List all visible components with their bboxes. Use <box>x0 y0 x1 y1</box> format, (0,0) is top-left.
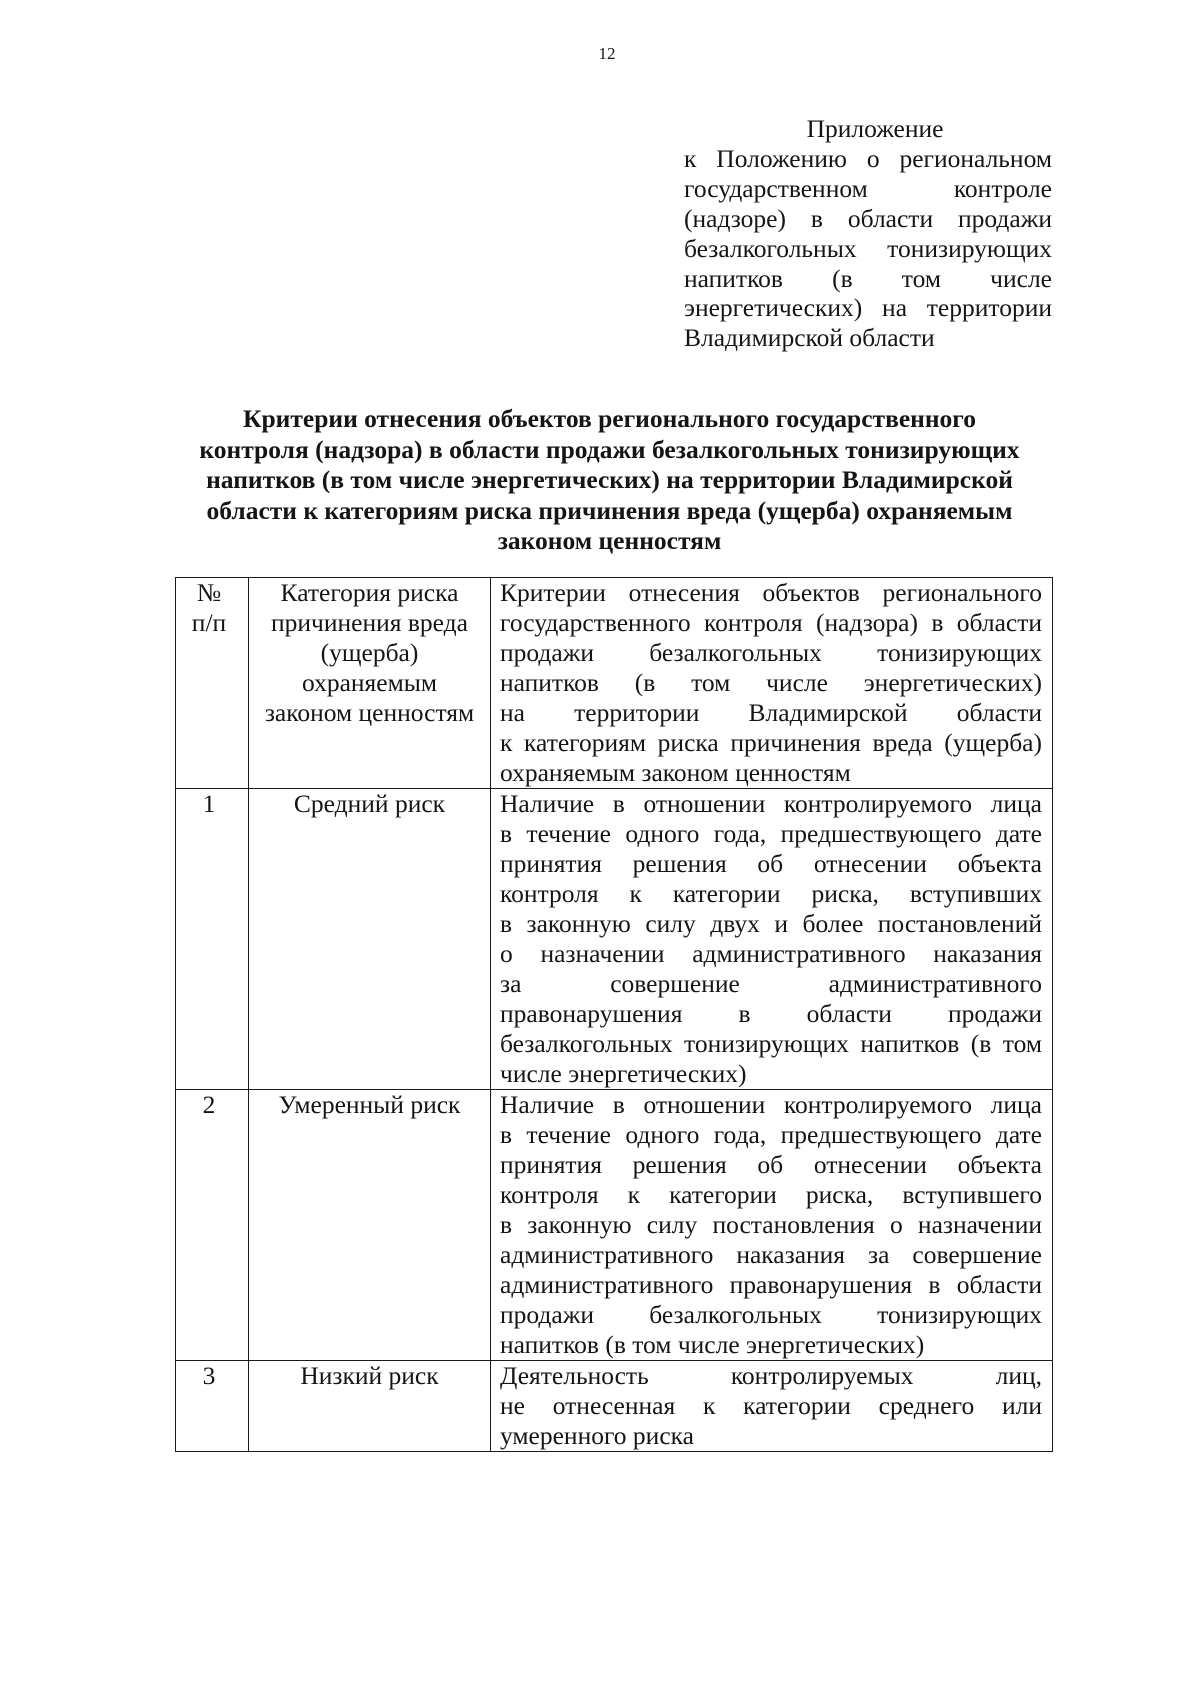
header-criteria-cell <box>491 578 1053 789</box>
criteria-line: напитков (в том числе энергетических) <box>500 1330 925 1359</box>
header-category-line: Категория риска <box>280 578 459 607</box>
criteria-line: контроля к категории риска, вступившего <box>500 1180 1042 1209</box>
row-number-cell <box>176 1361 249 1452</box>
header-number-cell <box>176 578 249 789</box>
criteria-line: не отнесенная к категории среднего или <box>500 1391 1042 1420</box>
header-category-cell <box>249 578 491 789</box>
appendix-line: напитков (в том числе <box>684 263 1052 293</box>
criteria-line: умеренного риска <box>500 1421 694 1450</box>
criteria-line: административного правонарушения в области <box>500 1270 1042 1299</box>
table-row <box>176 1361 1053 1452</box>
header-criteria-line: продажи безалкогольных тонизирующих <box>500 638 1042 667</box>
criteria-line: административного наказания за совершение <box>500 1240 1042 1269</box>
row-number-cell <box>176 1090 249 1361</box>
appendix-heading: Приложение <box>806 114 944 143</box>
title-line: контроля (надзора) в области продажи безалкогольных тонизирующих <box>199 434 1020 464</box>
table-row <box>176 1090 1053 1361</box>
appendix-line: к Положению о региональном <box>684 143 1052 173</box>
risk-category: Средний риск <box>293 789 446 818</box>
row-criteria-cell <box>491 1361 1053 1452</box>
criteria-line: контроля к категории риска, вступивших <box>500 879 1042 908</box>
row-category-cell <box>249 1361 491 1452</box>
appendix-line: Владимирской области <box>684 323 935 353</box>
criteria-line: принятия решения об отнесении объекта <box>500 849 1042 878</box>
document-title <box>171 404 1048 557</box>
criteria-line: в течение одного года, предшествующего дате <box>500 1120 1042 1149</box>
criteria-line: о назначении административного наказания <box>500 939 1042 968</box>
table-row <box>176 789 1053 1090</box>
header-criteria-line: Критерии отнесения объектов регионального <box>500 578 1042 607</box>
page-number: 12 <box>598 44 616 63</box>
appendix-line: (надзоре) в области продажи <box>684 203 1052 233</box>
row-category-cell <box>249 1090 491 1361</box>
criteria-line: за совершение административного <box>500 969 1042 998</box>
criteria-line: продажи безалкогольных тонизирующих <box>500 1300 1042 1329</box>
header-criteria-line: охраняемым законом ценностям <box>500 758 851 787</box>
title-line: Критерии отнесения объектов регионального государственного <box>242 404 976 433</box>
header-criteria-line: напитков (в том числе энергетических) <box>500 668 1042 697</box>
header-category-line: (ущерба) <box>320 638 419 667</box>
row-number: 1 <box>202 789 216 818</box>
row-criteria-cell <box>491 1090 1053 1361</box>
row-number-cell <box>176 789 249 1090</box>
header-number-line: п/п <box>191 608 227 637</box>
row-criteria-cell <box>491 789 1053 1090</box>
table-header-row <box>176 578 1053 789</box>
criteria-line: в законную силу двух и более постановлений <box>500 909 1042 938</box>
criteria-line: правонарушения в области продажи <box>500 999 1042 1028</box>
criteria-line: в течение одного года, предшествующего дате <box>500 819 1042 848</box>
row-number: 3 <box>202 1361 216 1390</box>
risk-criteria-table <box>175 577 1053 1452</box>
criteria-line: числе энергетических) <box>500 1059 747 1088</box>
appendix-line: государственном контроле <box>684 173 1052 203</box>
criteria-line: безалкогольных тонизирующих напитков (в том <box>500 1029 1042 1058</box>
header-criteria-line: государственного контроля (надзора) в области <box>500 608 1042 637</box>
criteria-line: принятия решения об отнесении объекта <box>500 1150 1042 1179</box>
title-line: законом ценностям <box>497 526 722 555</box>
risk-category: Низкий риск <box>300 1361 439 1390</box>
appendix-note <box>684 114 1052 353</box>
row-number: 2 <box>202 1090 216 1119</box>
header-number-line: № <box>196 578 222 607</box>
title-line: области к категориям риска причинения вреда (ущерба) охраняемым <box>206 495 1013 525</box>
header-criteria-line: к категориям риска причинения вреда (ущерба) <box>500 728 1042 757</box>
criteria-line: Наличие в отношении контролируемого лица <box>500 1090 1042 1119</box>
appendix-line: энергетических) на территории <box>684 293 1052 323</box>
appendix-line: безалкогольных тонизирующих <box>684 233 1052 263</box>
header-category-line: причинения вреда <box>271 608 468 637</box>
title-line: напитков (в том числе энергетических) на территории Владимирской <box>206 465 1013 494</box>
criteria-line: Наличие в отношении контролируемого лица <box>500 789 1042 818</box>
risk-category: Умеренный риск <box>278 1090 461 1119</box>
header-category-line: законом ценностям <box>264 698 475 727</box>
header-category-line: охраняемым <box>301 668 438 697</box>
row-category-cell <box>249 789 491 1090</box>
header-criteria-line: на территории Владимирской области <box>500 698 1042 727</box>
criteria-line: Деятельность контролируемых лиц, <box>500 1361 1042 1390</box>
criteria-line: в законную силу постановления о назначении <box>500 1210 1042 1239</box>
